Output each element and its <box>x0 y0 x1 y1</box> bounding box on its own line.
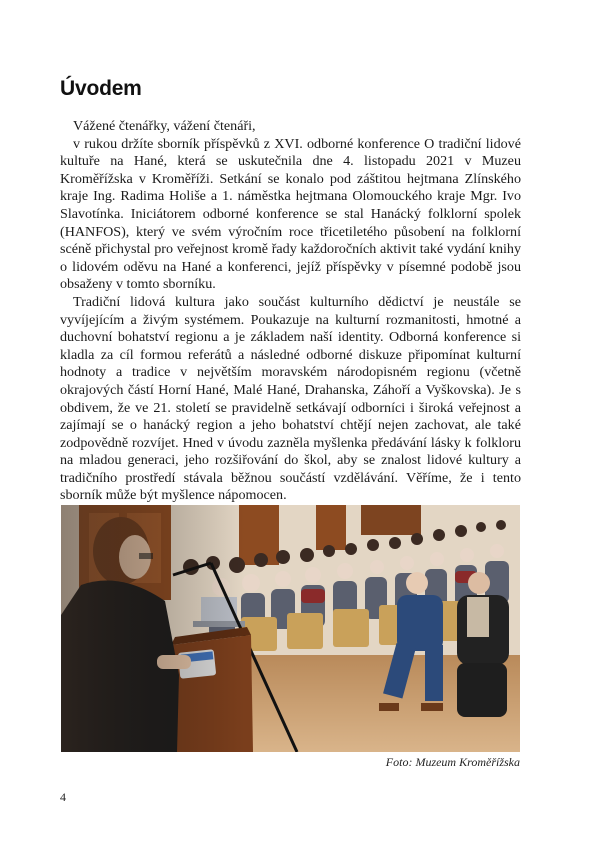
photo-caption: Foto: Muzeum Kroměřížska <box>385 755 520 769</box>
conference-photo <box>61 505 520 752</box>
salutation: Vážené čtenářky, vážení čtenáři, <box>73 118 256 134</box>
body-text <box>60 118 521 505</box>
paragraph-intro: v rukou držíte sborník příspěvků z XVI. odborné konference O tradiční lidové kultuře na Hané, která se uskutečnila dne 4. listopadu 2021 v Muzeu Kroměřížska v Kroměříži. Setkání se konalo pod záštitou hejtmana Zlínského kraje Ing. Radima Holiše a 1. náměstka hejtmana Olomouckého kraje Mgr. Ivo Slavotínka. Iniciátorem odborné konference se stal Hanácký folklorní spolek (HANFOS), který ve svém výročním roce třicetiletého působení na folklorní scéně přichystal pro veřejnost kromě řady každoročních aktivit také vydání knihy o lidovém oděvu na Hané a konferenci, jejíž příspěvky v písemné podobě jsou obsaženy v tomto sborníku. <box>60 135 521 293</box>
page-title: Úvodem <box>60 77 142 100</box>
paragraph-tradition: Tradiční lidová kultura jako součást kulturního dědictví je neustále se vyvíjejícím a živým systémem. Poukazuje na kulturní rozmanitosti, hmotné a duchovní bohatství regionu a je základem naší identity. Odborná konference si kladla za cíl formou referátů a následné odborné diskuze připomínat kulturní hodnoty a tradice v největším moravském národopisném regionu (včetně okrajových částí Horní Hané, Malé Hané, Drahanska, Záhoří a Vyškovska). Je s obdivem, že ve 21. století se pravidelně setkávají odborníci i široká veřejnost a zajímají se o hanácký region a jeho bohatství chtějí nejen zachovat, ale také zodpovědně rozvíjet. Hned v úvodu zazněla myšlenka předávání lásky k folkloru na mladou generaci, jeho rozšiřování do škol, aby se znalost lidové kultury a tradičního prostředí stávala běžnou součástí vzdělávání. Věříme, že i tento sborník může být myšlence nápomocen. <box>60 293 521 504</box>
page-number: 4 <box>60 790 66 804</box>
